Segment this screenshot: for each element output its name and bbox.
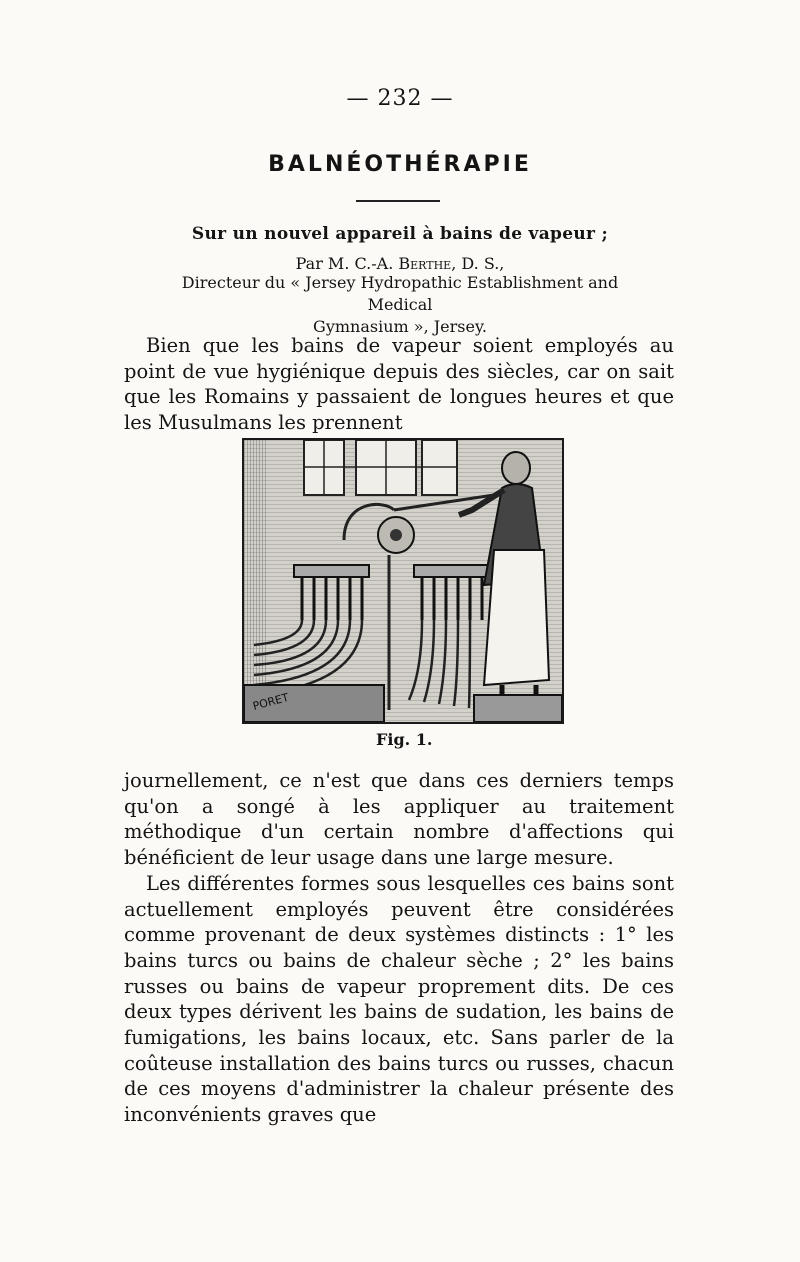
engraver-mark: PORET [251,690,291,713]
paragraph-1 [124,333,674,436]
engraving-illustration-icon [244,440,562,722]
byline [0,254,800,273]
title-rule [356,200,440,202]
paragraph-1-continuation: journellement, ce n'est que dans ces derniers temps qu'on a songé à les appliquer au traitement méthodique d'un certain nombre d'affections qui bénéficient de leur usage dans une large mesure. [124,769,674,870]
byline-author-name: Berthe [398,254,452,273]
figure-1 [242,438,564,724]
paragraph-2-text: Les différentes formes sous lesquelles ces bains sont actuellement employés peuvent être considérées comme provenant de deux systèmes distincts : 1° les bains turcs ou bains de chaleur sèche ; 2° les bains russes ou bains de vapeur proprement dits. De ces deux types dérivent les bains de sudation, les bains de fumigations, les bains locaux, etc. Sans parler de la coûteuse installation des bains turcs ou russes, chacun de ces moyens d'administrer la chaleur présente des inconvénients graves que [124,871,674,1127]
byline-prefix: Par M. C.-A. [295,254,399,273]
page-number: — 232 — [346,86,454,111]
affiliation [150,272,650,338]
paragraph-1-text: Bien que les bains de vapeur soient employés au point de vue hygiénique depuis des siècles, car on sait que les Romains y passaient de longues heures et que les Musulmans les prennent [124,334,674,435]
article-title: Sur un nouvel appareil à bains de vapeur ; [191,224,609,244]
paragraph-2-block [124,768,674,1128]
section-title: BALNÉOTHÉRAPIE [268,152,532,177]
figure-caption: Fig. 1. [376,730,433,749]
affiliation-line-2: Gymnasium », Jersey. [313,317,487,336]
byline-suffix: , D. S., [451,254,505,273]
affiliation-line-1: Directeur du « Jersey Hydropathic Establishment and Medical [181,273,619,314]
